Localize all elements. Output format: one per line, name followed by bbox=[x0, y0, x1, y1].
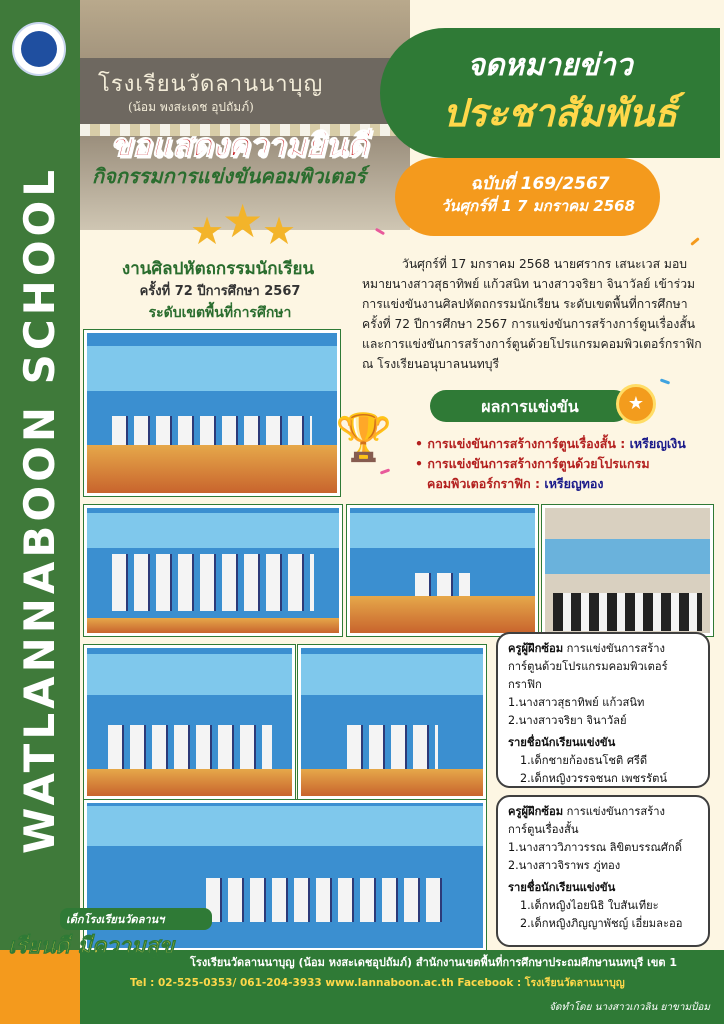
kids-sign-top: เด็กโรงเรียนวัดลานฯ bbox=[60, 908, 212, 930]
photo-group-stage bbox=[84, 330, 340, 496]
student-name: 1.เด็กหญิงไอยนิธิ ใบสันเทียะ bbox=[520, 899, 659, 912]
coach-name: 1.นางสาวสุธาทิพย์ แก้วสนิท bbox=[508, 696, 645, 709]
event-edition: ครั้งที่ 72 ปีการศึกษา 2567 bbox=[139, 284, 301, 299]
photo-students-4 bbox=[298, 645, 486, 799]
confetti bbox=[380, 468, 390, 474]
coach-name: 2.นางสาวจิราพร ภู่ทอง bbox=[508, 859, 621, 872]
results-heading: ผลการแข่งขัน bbox=[481, 397, 579, 416]
event-title: งานศิลปหัตถกรรมนักเรียน bbox=[121, 259, 315, 279]
students-label: รายชื่อนักเรียนแข่งขัน bbox=[508, 736, 616, 749]
trophy-icon: 🏆 bbox=[335, 410, 393, 464]
star-icon: ★ bbox=[262, 209, 297, 253]
result-item-2: • การแข่งขันการสร้างการ์ตูนด้วยโปรแกรม คอมพิวเตอร์กราฟิก : เหรียญทอง bbox=[415, 456, 650, 491]
student-name: 2.เด็กหญิงภิญญาพัชญ์ เอี่ยมละออ bbox=[520, 917, 683, 930]
coach-desc: การแข่งขันการสร้างการ์ตูนด้วยโปรแกรมคอมพิวเตอร์กราฟิก bbox=[508, 642, 668, 691]
issue-date: วันศุกร์ที่ 1 7 มกราคม 2568 bbox=[440, 197, 636, 215]
medal-icon: ★ bbox=[616, 384, 656, 424]
student-name: 1.เด็กชายก้องธนโชติ ศรีดี bbox=[520, 754, 648, 767]
students-label: รายชื่อนักเรียนแข่งขัน bbox=[508, 881, 616, 894]
coach-name: 2.นางสาวจริยา จินาวัลย์ bbox=[508, 714, 627, 727]
photo-students-2 bbox=[347, 505, 538, 636]
school-logo bbox=[12, 22, 66, 76]
photo-competition-room bbox=[542, 505, 713, 636]
coach-label: ครูผู้ฝึกซ้อม bbox=[508, 642, 564, 655]
event-level: ระดับเขตพื้นที่การศึกษา bbox=[148, 305, 292, 321]
confetti bbox=[690, 237, 700, 246]
title-newsletter: จดหมายข่าว bbox=[467, 48, 633, 83]
result-item-1: • การแข่งขันการสร้างการ์ตูนเรื่องสั้น : เหรียญเงิน bbox=[415, 436, 686, 451]
school-name-vertical: WATLANNABOON SCHOOL bbox=[15, 166, 64, 854]
title-pr: ประชาสัมพันธ์ bbox=[442, 91, 678, 135]
issue-number: ฉบับที่ 169/2567 bbox=[470, 174, 610, 194]
photo-students-1 bbox=[84, 505, 342, 636]
student-name: 2.เด็กหญิงวรรจชนก เพชรรัตน์ bbox=[520, 772, 668, 785]
footer-credit: จัดทำโดย นางสาวเกวลิน ยาขามป้อม bbox=[549, 1002, 710, 1013]
coach-box-short-cartoon bbox=[496, 795, 710, 947]
photo-students-3 bbox=[84, 645, 295, 799]
activity-heading: กิจกรรมการแข่งขันคอมพิวเตอร์ bbox=[92, 164, 366, 188]
congrats-heading: ขอแสดงความยินดี bbox=[110, 126, 368, 164]
coach-name: 1.นางสาววิภาวรรณ ลิขิตบรรณศักดิ์ bbox=[508, 841, 683, 854]
coach-box-computer-graphics bbox=[496, 632, 710, 788]
footer-address: โรงเรียนวัดลานนาบุญ (น้อม หงสะเดชอุปถัมภ์) สำนักงานเขตพื้นที่การศึกษาประถมศึกษานนทบุรี เขต 1 bbox=[190, 956, 678, 969]
sign-sub-text: (น้อม พงสะเดช อุปถัมภ์) bbox=[128, 100, 254, 114]
star-icon: ★ bbox=[190, 209, 225, 253]
coach-label: ครูผู้ฝึกซ้อม bbox=[508, 805, 564, 818]
sign-main-text: โรงเรียนวัดลานนาบุญ bbox=[98, 72, 324, 97]
kids-sign-slogan: เรียนดี มีความสุข bbox=[8, 934, 175, 959]
confetti bbox=[660, 378, 670, 384]
footer-contact: Tel : 02-525-0353/ 061-204-3933 www.lannaboon.ac.th Facebook : โรงเรียนวัดลานนาบุญ bbox=[130, 977, 625, 989]
star-icon: ★ bbox=[222, 194, 264, 248]
body-paragraph: วันศุกร์ที่ 17 มกราคม 2568 นายศรากร เสนะเวส มอบหมายนางสาวสุธาทิพย์ แก้วสนิท นางสาวจริยา จินาวัลย์ เข้าร่วมการแข่งขันงานศิลปหัตถกรรมนักเรียน ระดับเขตพื้นที่การศึกษา ครั้งที่ 72 ปีการศึกษา 2567 การแข่งขันการสร้างการ์ตูนเรื่องสั้น และการแข่งขันการสร้างการ์ตูนด้วยโปรแกรมคอมพิวเตอร์กราฟิก ณ โรงเรียนอนุบาลนนทบุรี bbox=[362, 257, 702, 371]
coach-desc: การแข่งขันการสร้างการ์ตูนเรื่องสั้น bbox=[508, 805, 665, 836]
